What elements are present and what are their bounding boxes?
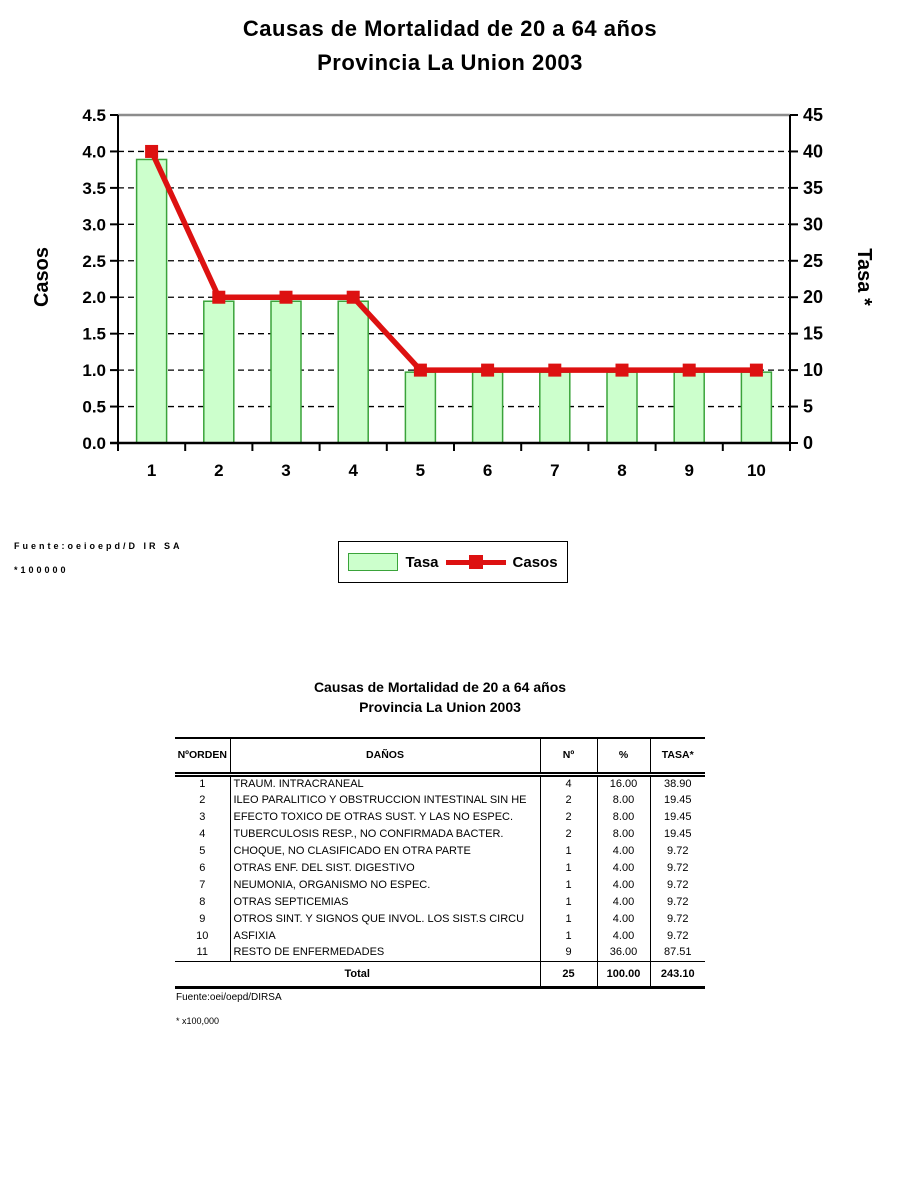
table-source-note: Fuente:oei/oepd/DIRSA [176, 992, 282, 1003]
table-title-line2: Provincia La Union 2003 [359, 699, 521, 715]
table-header-row [175, 738, 705, 774]
table-cell: 8.00 [597, 808, 650, 825]
table-cell: NEUMONIA, ORGANISMO NO ESPEC. [230, 876, 540, 893]
svg-text:35: 35 [803, 177, 824, 198]
column-header: Nº [540, 738, 597, 774]
table-cell: 9.72 [650, 893, 705, 910]
column-header: NºORDEN [175, 738, 230, 774]
svg-text:4: 4 [348, 461, 358, 480]
svg-text:8: 8 [617, 461, 627, 480]
svg-text:4.5: 4.5 [82, 106, 106, 125]
table-cell: 2 [540, 808, 597, 825]
svg-text:4.0: 4.0 [82, 142, 106, 162]
table-cell: OTRAS SEPTICEMIAS [230, 893, 540, 910]
total-n: 25 [540, 961, 597, 987]
table-cell: 19.45 [650, 808, 705, 825]
svg-text:9: 9 [684, 461, 694, 480]
table-cell: ASFIXIA [230, 927, 540, 944]
svg-text:7: 7 [550, 461, 560, 480]
table-cell: 9 [540, 944, 597, 961]
svg-text:25: 25 [803, 250, 824, 271]
table-row [175, 944, 705, 961]
tasa-swatch-icon [348, 553, 398, 571]
table-cell: 7 [199, 878, 206, 891]
svg-text:3.0: 3.0 [82, 215, 106, 235]
table-title-line1: Causas de Mortalidad de 20 a 64 años [313, 679, 567, 695]
table-cell: 4.00 [597, 893, 650, 910]
total-label: Total [175, 961, 540, 987]
axes [82, 105, 823, 480]
total-tasa: 243.10 [650, 961, 705, 987]
table-cell: 5 [199, 844, 206, 857]
table-cell: 1 [540, 927, 597, 944]
table-row [175, 876, 705, 893]
table-cell: 1 [540, 842, 597, 859]
column-header: % [597, 738, 650, 774]
table-cell: TUBERCULOSIS RESP., NO CONFIRMADA BACTER. [230, 825, 540, 842]
svg-text:2.0: 2.0 [82, 288, 106, 308]
chart-legend [338, 541, 568, 583]
casos-line-icon [446, 560, 506, 565]
table-cell: ILEO PARALITICO Y OBSTRUCCION INTESTINAL SIN HE [230, 791, 540, 808]
svg-text:0.0: 0.0 [82, 434, 106, 453]
svg-text:1.0: 1.0 [82, 361, 106, 381]
table-row [175, 859, 705, 876]
column-header: TASA* [650, 738, 705, 774]
column-header: DAÑOS [230, 738, 540, 774]
legend-tasa-label: Tasa [405, 553, 439, 571]
table-cell: 38.90 [650, 774, 705, 791]
table-cell: 16.00 [597, 774, 650, 791]
legend-casos-label: Casos [512, 553, 558, 571]
svg-text:2: 2 [214, 461, 224, 480]
table-row [175, 808, 705, 825]
table-cell: 9 [199, 912, 206, 925]
table-cell: 19.45 [650, 791, 705, 808]
table-row [175, 842, 705, 859]
svg-text:20: 20 [803, 287, 824, 308]
chart-source-note: Fuente:oeioepd/D IR SA [14, 541, 183, 551]
table-cell: 9.72 [650, 927, 705, 944]
table-cell: CHOQUE, NO CLASIFICADO EN OTRA PARTE [230, 842, 540, 859]
svg-text:45: 45 [803, 105, 824, 125]
table-cell: 4.00 [597, 842, 650, 859]
table-row [175, 910, 705, 927]
table-cell: 1 [540, 893, 597, 910]
table-cell: 3 [199, 810, 206, 823]
total-pct: 100.00 [597, 961, 650, 987]
table-cell: 1 [540, 910, 597, 927]
table-cell: 9.72 [650, 876, 705, 893]
right-axis-title: Tasa * [853, 248, 875, 306]
table-cell: 1 [199, 777, 206, 790]
tasa-bars [137, 159, 772, 443]
svg-text:5: 5 [415, 461, 426, 480]
table-rate-note: * x100,000 [176, 1016, 220, 1026]
table-cell: 4.00 [597, 910, 650, 927]
table-cell: 4 [540, 774, 597, 791]
table-cell: 4 [199, 827, 206, 840]
chart-title-line1: Causas de Mortalidad de 20 a 64 años [242, 16, 658, 41]
table-cell: 2 [199, 793, 206, 806]
table-cell: 87.51 [650, 944, 705, 961]
svg-text:2.5: 2.5 [82, 251, 106, 271]
svg-text:1: 1 [146, 461, 157, 480]
table-cell: 2 [540, 825, 597, 842]
table-cell: OTRAS ENF. DEL SIST. DIGESTIVO [230, 859, 540, 876]
svg-text:15: 15 [803, 323, 824, 344]
table-total-row [175, 961, 705, 987]
svg-text:30: 30 [803, 214, 824, 235]
svg-text:6: 6 [482, 461, 493, 480]
svg-text:1.5: 1.5 [82, 324, 106, 344]
table-row [175, 927, 705, 944]
table-cell: 9.72 [650, 859, 705, 876]
chart-rate-note: *100000 [14, 565, 69, 575]
mortality-table [175, 737, 705, 989]
table-cell: EFECTO TOXICO DE OTRAS SUST. Y LAS NO ESPEC. [230, 808, 540, 825]
table-cell: 9.72 [650, 842, 705, 859]
table-cell: 4.00 [597, 927, 650, 944]
svg-text:10: 10 [803, 360, 824, 381]
table-row [175, 893, 705, 910]
combo-chart [0, 95, 900, 495]
table-row [175, 791, 705, 808]
table-cell: 8.00 [597, 791, 650, 808]
table-cell: TRAUM. INTRACRANEAL [230, 774, 540, 791]
table-cell: 2 [540, 791, 597, 808]
table-cell: RESTO DE ENFERMEDADES [230, 944, 540, 961]
table-cell: 4.00 [597, 876, 650, 893]
table-cell: 1 [540, 859, 597, 876]
svg-text:3.5: 3.5 [82, 178, 106, 198]
table-cell: 1 [540, 876, 597, 893]
table-cell: 9.72 [650, 910, 705, 927]
table-cell: 19.45 [650, 825, 705, 842]
table-cell: 10 [196, 929, 209, 942]
table-row [175, 774, 705, 791]
table-cell: 36.00 [597, 944, 650, 961]
table-cell: 8.00 [597, 825, 650, 842]
svg-text:0.5: 0.5 [82, 397, 106, 417]
chart-title-line2: Provincia La Union 2003 [317, 50, 583, 75]
left-axis-title: Casos [31, 246, 53, 308]
svg-text:5: 5 [803, 396, 814, 417]
svg-text:10: 10 [746, 461, 766, 480]
table-cell: 11 [175, 944, 230, 961]
table-cell: 4.00 [597, 859, 650, 876]
casos-marker-icon [469, 555, 483, 569]
svg-text:3: 3 [281, 461, 291, 480]
table-row [175, 825, 705, 842]
svg-text:40: 40 [803, 141, 824, 162]
table-cell: 8 [199, 895, 206, 908]
table-cell: 6 [199, 861, 206, 874]
table-cell: OTROS SINT. Y SIGNOS QUE INVOL. LOS SIST.S CIRCU [230, 910, 540, 927]
svg-text:0: 0 [803, 433, 814, 453]
